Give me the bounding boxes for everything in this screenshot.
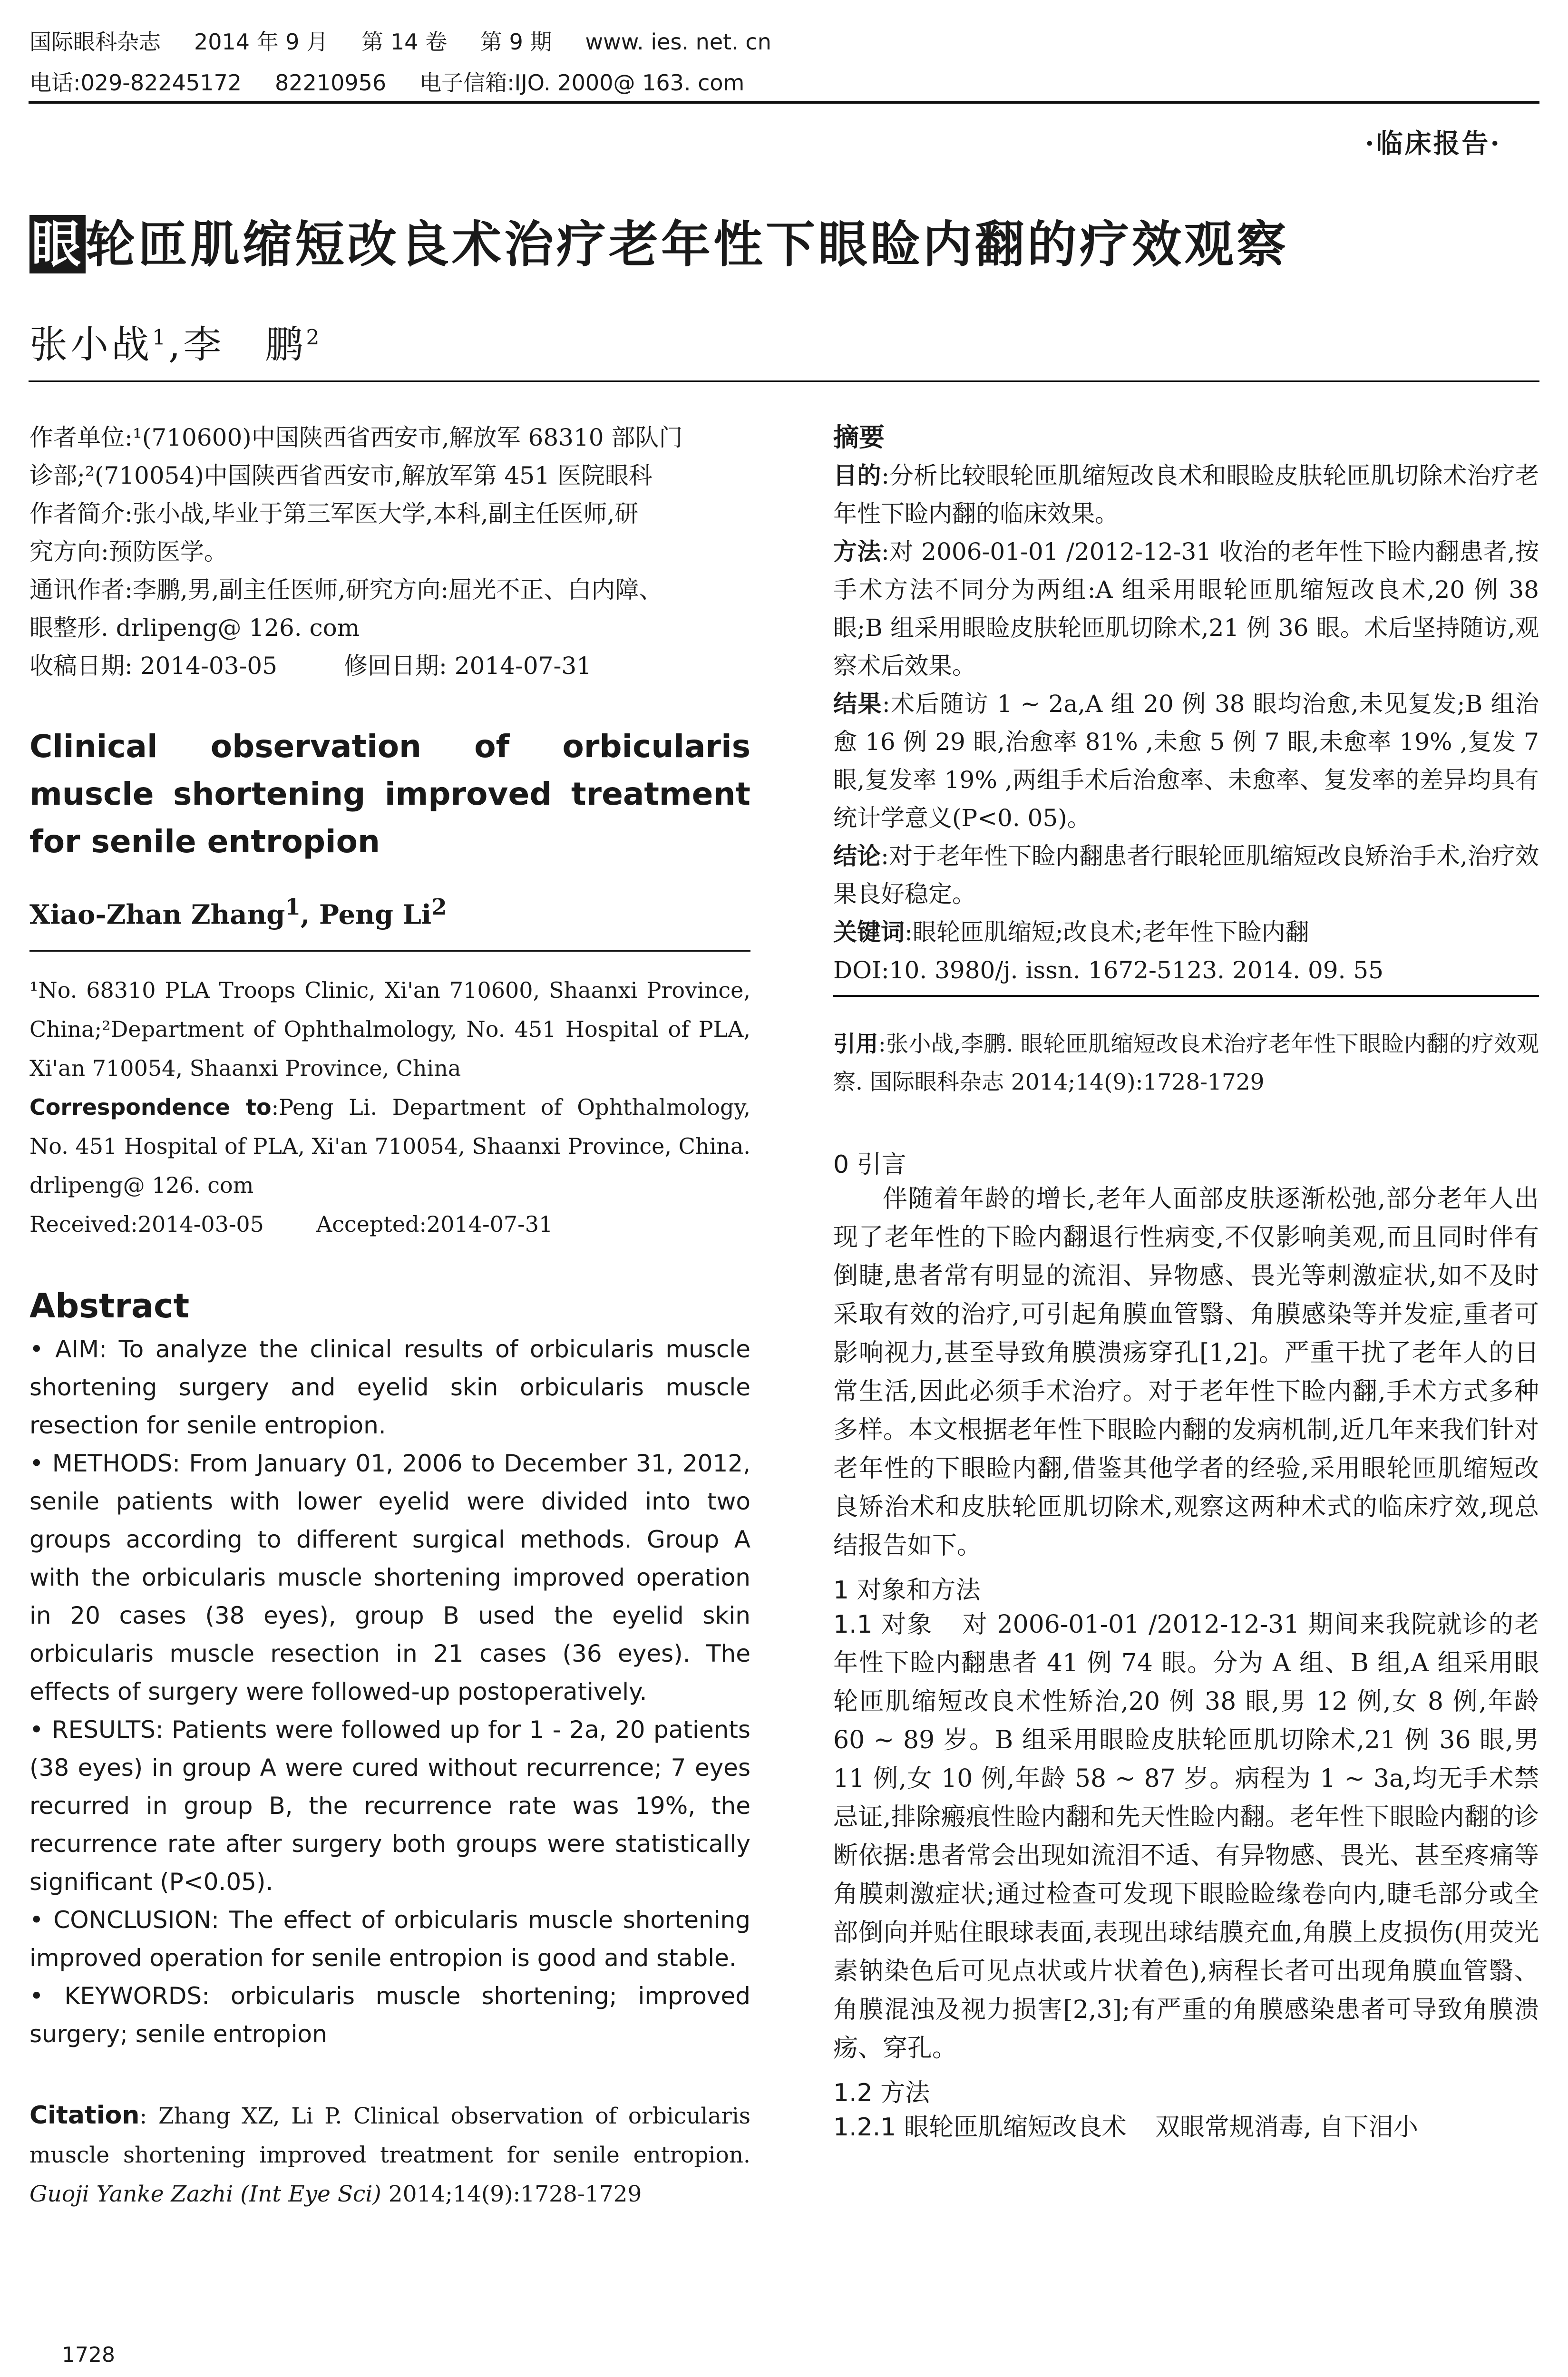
en-authors-rule xyxy=(29,950,750,952)
author-2: 李 鹏 xyxy=(183,322,306,367)
citation-en-text-2: 2014;14(9):1728-1729 xyxy=(381,2181,642,2207)
abstract-cn-rule xyxy=(833,995,1539,997)
abstract-en-keywords: • KEYWORDS: orbicularis muscle shortening; improved surgery; senile entropion xyxy=(29,1982,750,2048)
right-column xyxy=(833,419,1539,2147)
correspondence-en xyxy=(29,1088,750,1205)
issue: 第 9 期 xyxy=(480,29,552,55)
author-2-affil: 2 xyxy=(306,325,322,350)
abstract-en-conclusion: • CONCLUSION: The effect of orbicularis muscle shortening improved operation for senile entropion is good and stable. xyxy=(29,1906,750,1972)
abstract-cn-conclusion xyxy=(833,837,1539,913)
author-unit-line-1: 作者单位:¹(710600)中国陕西省西安市,解放军 68310 部队门 xyxy=(29,424,683,451)
dates-cn xyxy=(29,647,750,685)
correspondence-label: Correspondence to xyxy=(29,1094,272,1120)
correspondence-text: :Peng Li. Department of Ophthalmology, No. 451 Hospital of PLA, Xi'an 710054, Shaanxi Province, China. drlipeng@ 126. com xyxy=(29,1094,750,1198)
citation-cn-text: :张小战,李鹏. 眼轮匝肌缩短改良术治疗老年性下眼睑内翻的疗效观察. 国际眼科杂志 2014;14(9):1728-1729 xyxy=(833,1031,1539,1095)
section-0-paragraph: 伴随着年龄的增长,老年人面部皮肤逐渐松弛,部分老年人出现了老年性的下睑内翻退行性病变,不仅影响美观,而且同时伴有倒睫,患者常有明显的流泪、异物感、畏光等刺激症状,如不及时采取有效的治疗,可引起角膜血管翳、角膜感染等并发症,重者可影响视力,甚至导致角膜溃疡穿孔[1,2]。严重干扰了老年人的日常生活,因此必须手术治疗。对于老年性下睑内翻,手术方式多种多样。本文根据老年性下眼睑内翻的发病机制,近几年来我们针对老年性的下眼睑内翻,借鉴其他学者的经验,采用眼轮匝肌缩短改良矫治术和皮肤轮匝肌切除术,观察这两种术式的临床疗效,现总结报告如下。 xyxy=(833,1185,1539,1560)
section-tag: ·临床报告· xyxy=(1365,128,1501,159)
author-en-2-affil: 2 xyxy=(431,894,447,920)
abstract-cn-methods xyxy=(833,533,1539,685)
author-en-1: Xiao-Zhan Zhang xyxy=(29,899,285,931)
dates-en xyxy=(29,1205,750,1244)
page-number: 1728 xyxy=(62,2343,115,2367)
section-1-1-label: 1.1 对象 xyxy=(833,1610,933,1639)
revised-date-cn: 修回日期: 2014-07-31 xyxy=(344,652,592,680)
citation-en-text: : Zhang XZ, Li P. Clinical observation of orbicularis muscle shortening improved treatment for senile entropion. xyxy=(29,2103,750,2168)
keywords-text: :眼轮匝肌缩短;改良术;老年性下睑内翻 xyxy=(905,918,1309,946)
authors-en xyxy=(29,894,750,931)
journal-header-line-2 xyxy=(29,66,778,97)
abstract-cn-keywords xyxy=(833,913,1539,951)
methods-text: :对 2006-01-01 /2012-12-31 收治的老年性下睑内翻患者,按手术方法不同分为两组:A 组采用眼轮匝肌缩短改良术,20 例 38 眼;B 组采用眼睑皮肤轮匝肌切除术,21 例 36 眼。术后坚持随访,观察术后效果。 xyxy=(833,538,1539,680)
section-1-2-1-paragraph xyxy=(833,2108,1539,2147)
author-en-1-affil: 1 xyxy=(285,894,301,920)
title-first-char: 眼 xyxy=(29,215,86,273)
author-info-block xyxy=(29,419,750,685)
conclusion-text: :对于老年性下睑内翻患者行眼轮匝肌缩短改良矫治手术,治疗效果良好稳定。 xyxy=(833,842,1539,908)
received-date-en: Received:2014-03-05 xyxy=(29,1211,264,1237)
abstract-en-aim: • AIM: To analyze the clinical results of orbicularis muscle shortening surgery and eyelid skin orbicularis muscle resection for senile entropion. xyxy=(29,1335,750,1439)
section-1-2-1-text: 双眼常规消毒, 自下泪小 xyxy=(1155,2113,1418,2142)
author-en-2: Peng Li xyxy=(319,899,432,931)
received-date-cn: 收稿日期: 2014-03-05 xyxy=(29,652,278,680)
phone-2: 82210956 xyxy=(275,70,387,96)
section-0-heading: 0 引言 xyxy=(833,1150,906,1179)
citation-en xyxy=(29,2096,750,2214)
abstract-en-methods: • METHODS: From January 01, 2006 to December 31, 2012, senile patients with lower eyelid were divided into two groups according to different surgical methods. Group A with the orbicularis muscle shortening improved operation in 20 cases (38 eyes), group B used the eyelid skin orbicularis muscle resection in 21 cases (36 eyes). The effects of surgery were followed-up postoperatively. xyxy=(29,1449,750,1705)
results-label: 结果 xyxy=(833,690,882,718)
section-1-heading: 1 对象和方法 xyxy=(833,1576,981,1605)
aim-text: :分析比较眼轮匝肌缩短改良术和眼睑皮肤轮匝肌切除术治疗老年性下睑内翻的临床效果。 xyxy=(833,462,1539,527)
header-rule xyxy=(29,101,1539,104)
journal-name: 国际眼科杂志 xyxy=(29,29,161,55)
authors-cn xyxy=(29,314,322,369)
journal-header-line-1 xyxy=(29,25,805,56)
correspondence-cn-line-1: 通讯作者:李鹏,男,副主任医师,研究方向:屈光不正、白内障、 xyxy=(29,576,663,604)
authors-rule xyxy=(29,380,1539,382)
section-1-2-heading: 1.2 方法 xyxy=(833,2079,930,2107)
section-1-1-paragraph xyxy=(833,1606,1539,2068)
author-unit-line-2: 诊部;²(710054)中国陕西省西安市,解放军第 451 医院眼科 xyxy=(29,462,653,489)
citation-en-journal: Guoji Yanke Zazhi (Int Eye Sci) xyxy=(29,2181,381,2207)
abstract-en-results: • RESULTS: Patients were followed up for 1 - 2a, 20 patients (38 eyes) in group A were cured without recurrence; 7 eyes recurred in group B, the recurrence rate was 19%, the recurrence rate after surgery both groups were statistically significant (P<0.05). xyxy=(29,1715,750,1896)
author-bio-line-1: 作者简介:张小战,毕业于第三军医大学,本科,副主任医师,研 xyxy=(29,500,639,527)
author-separator: , xyxy=(168,322,184,367)
aim-label: 目的 xyxy=(833,462,882,489)
citation-en-label: Citation xyxy=(29,2101,140,2130)
methods-label: 方法 xyxy=(833,538,882,565)
article-title xyxy=(29,205,1289,276)
results-text: :术后随访 1 ~ 2a,A 组 20 例 38 眼均治愈,未见复发;B 组治愈 16 例 29 眼,治愈率 81% ,未愈 5 例 7 眼,未愈率 19% ,复发 7 眼,复发率 19% ,两组手术后治愈率、未愈率、复发率的差异均具有统计学意义(P<0. 05)。 xyxy=(833,690,1539,832)
section-1-2-1-label: 1.2.1 眼轮匝肌缩短改良术 xyxy=(833,2113,1127,2142)
author-1: 张小战 xyxy=(29,322,152,367)
title-rest: 轮匝肌缩短改良术治疗老年性下眼睑内翻的疗效观察 xyxy=(86,215,1289,273)
email-link[interactable]: 电子信箱:IJO. 2000@ 163. com xyxy=(419,70,745,96)
author-en-separator: , xyxy=(300,899,319,931)
phone: 电话:029-82245172 xyxy=(29,70,242,96)
citation-cn xyxy=(833,1025,1539,1101)
section-1-1-text: 对 2006-01-01 /2012-12-31 期间来我院就诊的老年性下睑内翻患者 41 例 74 眼。分为 A 组、B 组,A 组采用眼轮匝肌缩短改良术性矫治,20 例 38 眼,男 12 例,女 8 例,年龄 60 ~ 89 岁。B 组采用眼睑皮肤轮匝肌切除术,21 例 36 眼,男 11 例,女 10 例,年龄 58 ~ 87 岁。病程为 1 ~ 3a,均无手术禁忌证,排除瘢痕性睑内翻和先天性睑内翻。老年性下眼睑内翻的诊断依据:患者常会出现如流泪不适、有异物感、畏光、甚至疼痛等角膜刺激症状;通过检查可发现下眼睑睑缘卷向内,睫毛部分或全部倒向并贴住眼球表面,表现出球结膜充血,角膜上皮损伤(用荧光素钠染色后可见点状或片状着色),病程长者可出现角膜血管翳、角膜混浊及视力损害[2,3];有严重的角膜感染患者可导致角膜溃疡、穿孔。 xyxy=(833,1610,1539,2063)
accepted-date-en: Accepted:2014-07-31 xyxy=(316,1211,553,1237)
citation-cn-label: 引用 xyxy=(833,1031,878,1057)
volume: 第 14 卷 xyxy=(361,29,447,55)
doi: DOI:10. 3980/j. issn. 1672-5123. 2014. 09. 55 xyxy=(833,956,1384,984)
keywords-label: 关键词 xyxy=(833,918,905,946)
website-link[interactable]: www. ies. net. cn xyxy=(585,29,771,55)
left-column xyxy=(29,419,750,2214)
correspondence-cn-line-2: 眼整形. drlipeng@ 126. com xyxy=(29,614,360,642)
conclusion-label: 结论 xyxy=(833,842,881,870)
abstract-cn-heading: 摘要 xyxy=(833,422,885,452)
affiliation-en: ¹No. 68310 PLA Troops Clinic, Xi'an 710600, Shaanxi Province, China;²Department of Ophthalmology, No. 451 Hospital of PLA, Xi'an 710054, Shaanxi Province, China xyxy=(29,977,750,1081)
abstract-cn-aim xyxy=(833,457,1539,533)
english-title: Clinical observation of orbicularis muscle shortening improved treatment for senile entropion xyxy=(29,728,750,860)
abstract-cn-results xyxy=(833,685,1539,837)
abstract-en-heading: Abstract xyxy=(29,1286,190,1325)
issue-date: 2014 年 9 月 xyxy=(194,29,329,55)
author-bio-line-2: 究方向:预防医学。 xyxy=(29,538,228,565)
author-1-affil: 1 xyxy=(152,325,168,350)
